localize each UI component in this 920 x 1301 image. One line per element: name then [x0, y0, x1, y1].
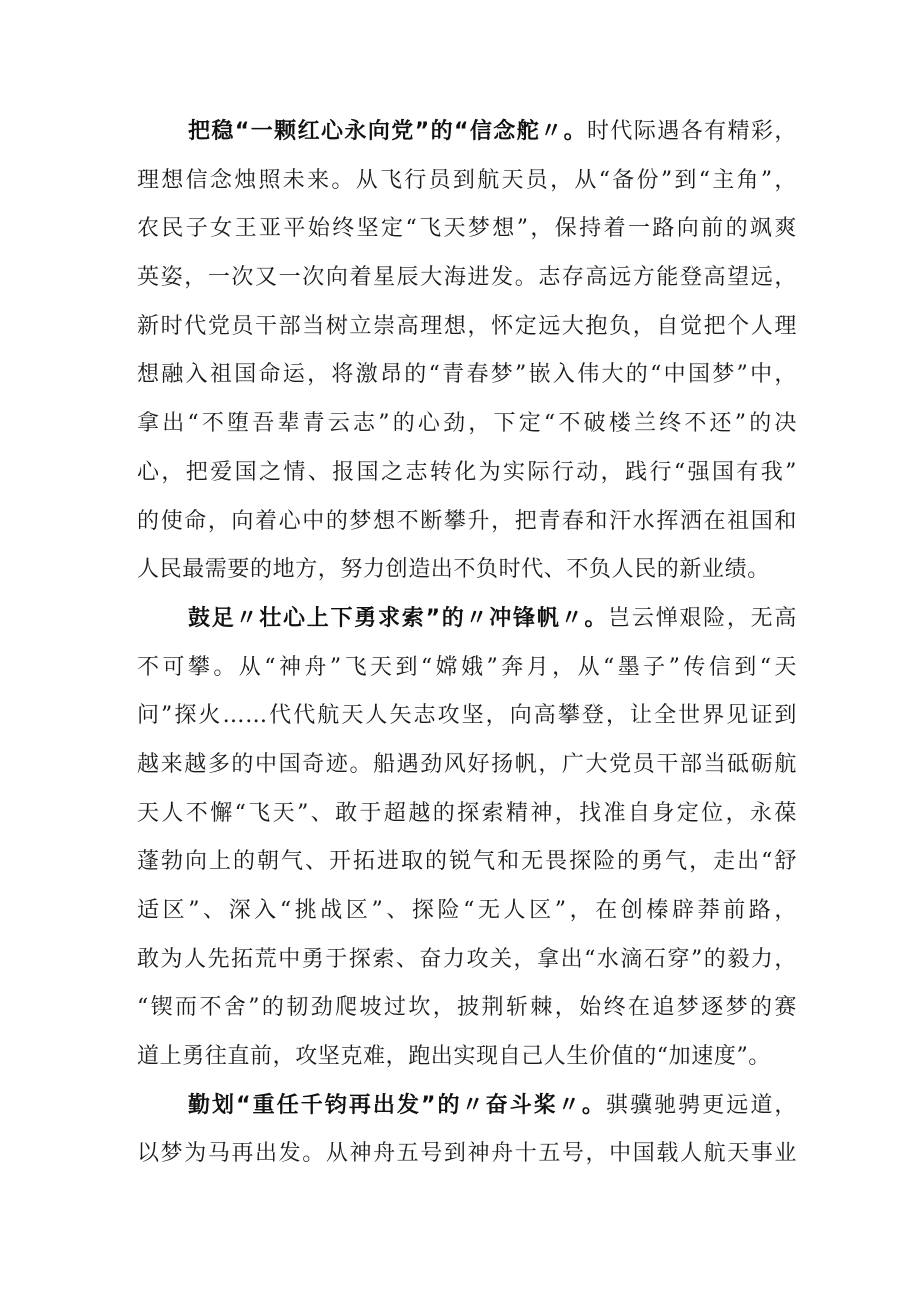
- paragraph-1-line-5: 新时代党员干部当树立崇高理想，怀定远大抱负，自觉把个人理: [137, 313, 797, 339]
- paragraph-3-heading: 勤划“重任千钧再出发”的〃奋斗桨〃。: [188, 1092, 606, 1118]
- paragraph-2-text: 岂云惮艰险，无高: [608, 605, 797, 631]
- paragraph-2-heading: 鼓足〃壮心上下勇求索”的〃冲锋帆〃。: [188, 605, 609, 631]
- paragraph-1-line-3: 农民子女王亚平始终坚定“飞天梦想”，保持着一路向前的飒爽: [137, 216, 797, 242]
- paragraph-2-line-6: 蓬勃向上的朝气、开拓进取的锐气和无畏探险的勇气，走出“舒: [137, 849, 797, 875]
- paragraph-3-text: 骐骥驰骋更远道，: [605, 1092, 797, 1118]
- paragraph-2-line-4: 越来越多的中国奇迹。船遇劲风好扬帆，广大党员干部当砥砺航: [137, 751, 797, 777]
- paragraph-2-line-2: 不可攀。从“神舟”飞天到“嫦娥”奔月，从“墨子”传信到“天: [137, 654, 797, 680]
- paragraph-1-line-4: 英姿，一次又一次向着星辰大海进发。志存高远方能登高望远，: [137, 265, 797, 291]
- paragraph-1-line-10: 人民最需要的地方，努力创造出不负时代、不负人民的新业绩。: [137, 557, 770, 583]
- paragraph-2-line-3: 问”探火……代代航天人矢志攻坚，向高攀登，让全世界见证到: [137, 703, 797, 729]
- paragraph-1-line-2: 理想信念烛照未来。从飞行员到航天员，从“备份”到“主角”，: [137, 167, 797, 193]
- paragraph-1-line-7: 拿出“不堕吾辈青云志”的心劲，下定“不破楼兰终不还”的决: [137, 411, 797, 437]
- paragraph-1-line-9: 的使命，向着心中的梦想不断攀升，把青春和汗水挥洒在祖国和: [137, 508, 797, 534]
- paragraph-1-text: 时代际遇各有精彩，: [587, 119, 797, 144]
- paragraph-2-line-5: 天人不懈“飞天”、敢于超越的探索精神，找准自身定位，永葆: [137, 800, 797, 826]
- document-body: [137, 108, 797, 1179]
- paragraph-1-heading: 把稳“一颗红心永向党”的“信念舵〃。: [188, 119, 587, 144]
- paragraph-3-line-2: 以梦为马再出发。从神舟五号到神舟十五号，中国载人航天事业: [137, 1141, 797, 1167]
- paragraph-3-line-1: [137, 1082, 797, 1131]
- paragraph-2-line-7: 适区”、深入“挑战区”、探险“无人区”，在创榛辟莽前路，: [137, 898, 797, 923]
- paragraph-2-line-8: 敢为人先拓荒中勇于探索、奋力攻关，拿出“水滴石穿”的毅力，: [137, 946, 797, 972]
- paragraph-1-line-1: [137, 108, 797, 157]
- paragraph-1-line-8: 心，把爱国之情、报国之志转化为实际行动，践行“强国有我”: [137, 459, 797, 485]
- paragraph-2-line-9: “锲而不舍”的韧劲爬坡过坎，披荆斩棘，始终在追梦逐梦的赛: [137, 995, 797, 1021]
- paragraph-1-line-6: 想融入祖国命运，将激昂的“青春梦”嵌入伟大的“中国梦”中，: [137, 362, 797, 388]
- paragraph-2-line-1: [137, 595, 797, 644]
- paragraph-2-line-10: 道上勇往直前，攻坚克难，跑出实现自己人生价值的“加速度”。: [137, 1044, 771, 1070]
